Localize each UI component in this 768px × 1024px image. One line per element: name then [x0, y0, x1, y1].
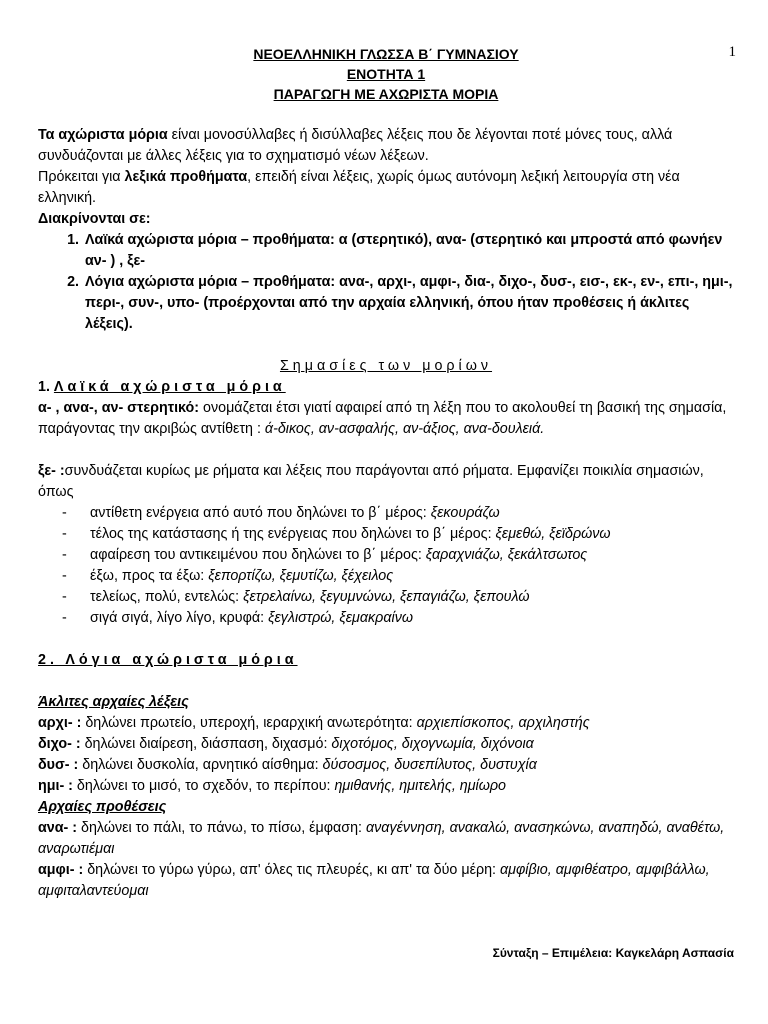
privative-term: α- , ανα-, αν- στερητικό:	[38, 400, 200, 416]
list-item	[38, 503, 734, 524]
list-item	[38, 776, 734, 797]
list-item	[38, 734, 734, 755]
document-page	[38, 0, 734, 902]
prefix-term: αμφι- :	[38, 862, 84, 878]
prepositions-heading: Αρχαίες προθέσεις	[38, 799, 167, 815]
indeclinable-heading: Άκλιτες αρχαίες λέξεις	[38, 694, 189, 710]
document-title: ΝΕΟΕΛΛΗΝΙΚΗ ΓΛΩΣΣΑ Β΄ ΓΥΜΝΑΣΙΟΥ	[253, 46, 519, 62]
prefix-examples: αρχιεπίσκοπος, αρχιληστής	[412, 715, 590, 731]
prefixes-paragraph	[38, 167, 734, 209]
list-item	[38, 860, 734, 902]
divided-label: Διακρίνονται σε:	[38, 211, 151, 227]
list-item	[38, 587, 734, 608]
xe-meaning-label: έξω, προς τα έξω:	[90, 568, 205, 584]
xe-meaning-example: ξετρελαίνω, ξεγυμνώνω, ξεπαγιάζω, ξεπουλώ	[239, 589, 530, 605]
privative-text: ονομάζεται έτσι γιατί αφαιρεί από τη λέξη που το ακολουθεί τη βασική της σημασία, παράγοντας την ακριβώς αντίθετη :	[38, 400, 727, 437]
xe-meaning-example: ξεγλιστρώ, ξεμακραίνω	[264, 610, 413, 626]
prefix-meaning: δηλώνει το γύρω γύρω, απ' όλες τις πλευρές, κι απ' τα δύο μέρη:	[83, 862, 496, 878]
topic-title: ΠΑΡΑΓΩΓΗ ΜΕ ΑΧΩΡΙΣΤΑ ΜΟΡΙΑ	[273, 86, 499, 102]
xe-term: ξε- :	[38, 463, 65, 479]
prefix-meaning: δηλώνει διαίρεση, διάσπαση, διχασμό:	[80, 736, 328, 752]
xe-paragraph	[38, 461, 734, 503]
category-item-folk: 1. Λαϊκά αχώριστα μόρια – προθήματα: α (στερητικό), ανα- (στερητικό και μπροστά από φωνήεν αν- ) , ξε-	[83, 230, 734, 272]
intro-term: Τα αχώριστα μόρια	[38, 127, 168, 143]
prefix-meaning: δηλώνει το μισό, το σχεδόν, το περίπου:	[72, 778, 331, 794]
prefix-examples: ημιθανής, ημιτελής, ημίωρο	[330, 778, 506, 794]
prefix-meaning: δηλώνει δυσκολία, αρνητικό αίσθημα:	[78, 757, 319, 773]
meanings-heading: Σημασίες των μορίων	[279, 358, 493, 374]
list-item	[38, 713, 734, 734]
prefix-meaning: δηλώνει το πάλι, το πάνω, το πίσω, έμφαση:	[77, 820, 363, 836]
category-item-learned: 2. Λόγια αχώριστα μόρια – προθήματα: ανα-, αρχι-, αμφι-, δια-, διχο-, δυσ-, εισ-, εκ-, εν-, επι-, ημι-, περι-, συν-, υπο- (προέρχονται από την αρχαία ελληνική, όπου ήταν προθέσεις ή άκλιτες λέξεις).	[83, 272, 734, 335]
list-item	[38, 755, 734, 776]
footer-credit: Σύνταξη – Επιμέλεια: Καγκελάρη Ασπασία	[492, 946, 734, 960]
intro-paragraph	[38, 125, 734, 167]
xe-meaning-label: τελείως, πολύ, εντελώς:	[90, 589, 240, 605]
unit-title: ΕΝΟΤΗΤΑ 1	[346, 66, 426, 82]
prefixes-term: λεξικά προθήματα	[124, 169, 248, 185]
list-item	[38, 818, 734, 860]
xe-meaning-label: αφαίρεση του αντικειμένου που δηλώνει το β΄ μέρος:	[90, 547, 422, 563]
prefix-term: διχο- :	[38, 736, 81, 752]
prefix-examples: αμφίβιο, αμφιθέατρο, αμφιβάλλω, αμφιταλαντεύομαι	[38, 862, 710, 899]
list-item	[38, 545, 734, 566]
list-item	[38, 524, 734, 545]
xe-meaning-label: σιγά σιγά, λίγο λίγο, κρυφά:	[90, 610, 265, 626]
prefix-term: δυσ- :	[38, 757, 79, 773]
page-number: 1	[728, 44, 736, 60]
prefix-examples: δύσοσμος, δυσεπίλυτος, δυστυχία	[318, 757, 537, 773]
document-header	[38, 44, 734, 104]
privative-examples: ά-δικος, αν-ασφαλής, αν-άξιος, ανα-δουλειά.	[264, 421, 545, 437]
section1-title: Λαϊκά αχώριστα μόρια	[53, 379, 286, 395]
prefix-term: ανα- :	[38, 820, 78, 836]
privative-paragraph	[38, 398, 734, 440]
xe-text: συνδυάζεται κυρίως με ρήματα και λέξεις που παράγονται από ρήματα. Εμφανίζει ποικιλία σημασιών, όπως	[38, 463, 704, 500]
list-item	[38, 566, 734, 587]
prefix-examples: αναγέννηση, ανακαλώ, ανασηκώνω, αναπηδώ, αναθέτω, αναρωτιέμαι	[38, 820, 725, 857]
prefixes-text-a: Πρόκειται για	[38, 169, 125, 185]
xe-meaning-label: αντίθετη ενέργεια από αυτό που δηλώνει το β΄ μέρος:	[90, 505, 427, 521]
intro-text: είναι μονοσύλλαβες ή δισύλλαβες λέξεις που δε λέγονται ποτέ μόνες τους, αλλά συνδυάζονται με άλλες λέξεις για το σχηματισμό νέων λέξεων.	[38, 127, 673, 164]
section1-heading	[38, 377, 734, 398]
prefix-term: αρχι- :	[38, 715, 82, 731]
prefixes-text-c: , επειδή είναι λέξεις, χωρίς όμως αυτόνομη λεξική λειτουργία στη νέα ελληνική.	[38, 169, 680, 206]
xe-meaning-label: τέλος της κατάστασης ή της ενέργειας που δηλώνει το β΄ μέρος:	[90, 526, 492, 542]
list-item	[38, 608, 734, 629]
section1-number: 1.	[38, 379, 50, 395]
prefix-term: ημι- :	[38, 778, 73, 794]
prefix-examples: διχοτόμος, διχογνωμία, διχόνοια	[327, 736, 534, 752]
xe-meaning-example: ξεμεθώ, ξεϊδρώνω	[491, 526, 611, 542]
xe-meaning-example: ξαραχνιάζω, ξεκάλτσωτος	[421, 547, 588, 563]
xe-meaning-example: ξεπορτίζω, ξεμυτίζω, ξέχειλος	[204, 568, 394, 584]
xe-meaning-example: ξεκουράζω	[426, 505, 500, 521]
prefix-meaning: δηλώνει πρωτείο, υπεροχή, ιεραρχική ανωτερότητα:	[81, 715, 413, 731]
section2-heading: 2. Λόγια αχώριστα μόρια	[38, 652, 298, 668]
xe-meanings-list	[38, 503, 734, 629]
category-list	[38, 230, 734, 335]
